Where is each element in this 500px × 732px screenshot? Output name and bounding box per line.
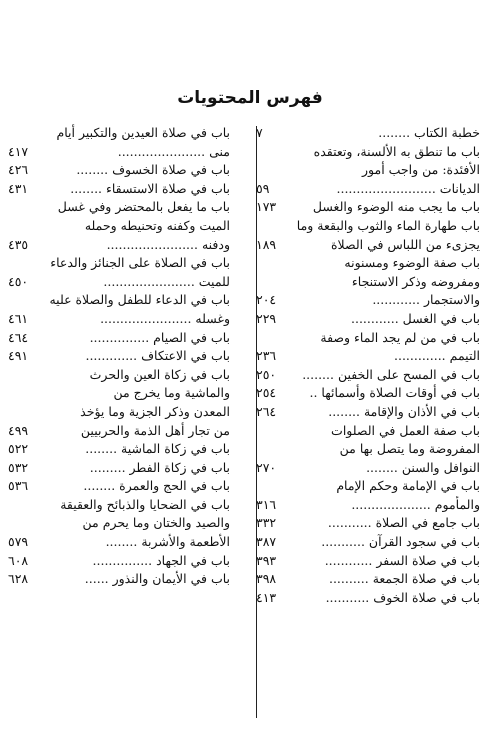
toc-entry-text: باب في المسح على الخفين ........ xyxy=(302,366,480,382)
toc-left-column xyxy=(8,124,230,589)
toc-entry-text: باب في أوقات الصلاة وأسمائها .. xyxy=(309,385,480,401)
toc-entry xyxy=(256,310,480,329)
toc-entry-line xyxy=(256,347,480,366)
toc-entry-text: النوافل والسنن ........ xyxy=(366,459,480,475)
toc-entry-text: باب في سجود القرآن ........... xyxy=(321,534,480,550)
toc-page-number: ٤٣١ xyxy=(8,180,29,196)
toc-page-number: ٣٩٨ xyxy=(256,571,277,587)
toc-entry xyxy=(256,124,480,143)
toc-page-number: ٤٩١ xyxy=(8,348,29,364)
toc-entry xyxy=(256,217,480,254)
toc-entry-text: والماشية وما يخرج من xyxy=(113,385,230,401)
toc-entry-line xyxy=(256,366,480,385)
toc-entry-text: باب جامع في الصلاة ........... xyxy=(327,515,480,531)
toc-entry xyxy=(8,198,230,254)
toc-entry-text: باب في الإمامة وحكم الإمام xyxy=(336,478,480,494)
toc-entry xyxy=(256,533,480,552)
toc-entry-text: للميت ....................... xyxy=(103,273,230,289)
toc-entry-text: باب في الحج والعمرة ........ xyxy=(83,478,230,494)
toc-entry xyxy=(8,366,230,440)
toc-entry-line xyxy=(8,440,230,459)
toc-entry-line xyxy=(8,496,230,515)
toc-entry xyxy=(256,570,480,589)
toc-entry-line xyxy=(8,291,230,310)
toc-page-number: ٤٥٠ xyxy=(8,273,29,289)
toc-entry-line xyxy=(256,384,480,403)
toc-entry-line xyxy=(8,347,230,366)
toc-entry-text: باب في الأيمان والنذور ...... xyxy=(84,571,230,587)
toc-entry-text: الأطعمة والأشربة ........ xyxy=(105,534,230,550)
toc-entry-text: الديانات ......................... xyxy=(336,180,480,196)
toc-entry-line xyxy=(256,533,480,552)
toc-entry-text: باب في صلاة الجمعة .......... xyxy=(328,571,480,587)
toc-page-number: ٤٦٤ xyxy=(8,329,29,345)
toc-entry-text: باب في الاعتكاف ............. xyxy=(85,348,230,364)
toc-entry-line xyxy=(256,477,480,496)
toc-entry xyxy=(8,329,230,348)
toc-entry-text: باب في صلاة الخوف ........... xyxy=(325,589,480,605)
toc-page-number: ٢٥٠ xyxy=(256,366,277,382)
toc-right-column xyxy=(256,124,480,607)
toc-entry-text: منى ...................... xyxy=(117,143,230,159)
toc-entry-text: باب طهارة الماء والثوب والبقعة وما xyxy=(296,217,480,233)
toc-entry-line xyxy=(8,403,230,422)
toc-entry-line xyxy=(256,236,480,255)
toc-entry-text: ومفروضه وذكر الاستنجاء xyxy=(351,273,480,289)
toc-entry xyxy=(256,143,480,199)
toc-entry-text: باب في من لم يجد الماء وصفة xyxy=(320,329,480,345)
toc-entry-text: والمأموم .................... xyxy=(351,496,480,512)
toc-entry-line xyxy=(8,143,230,162)
toc-entry-line xyxy=(256,514,480,533)
toc-entry-line xyxy=(8,161,230,180)
toc-entry-line xyxy=(256,496,480,515)
toc-entry xyxy=(8,161,230,180)
toc-entry-line xyxy=(256,124,480,143)
toc-entry-line xyxy=(256,161,480,180)
toc-entry-line xyxy=(256,198,480,217)
toc-page-number: ٢٥٤ xyxy=(256,385,277,401)
toc-entry-text: باب في صلاة العيدين والتكبير أيام xyxy=(56,125,230,140)
page-title: فهرس المحتويات xyxy=(177,88,323,108)
toc-page-number: ٥٩ xyxy=(256,180,270,196)
toc-entry-line xyxy=(8,533,230,552)
toc-entry-line xyxy=(256,589,480,608)
toc-entry-line xyxy=(256,440,480,459)
toc-entry-text: يجزىء من اللباس في الصلاة xyxy=(331,236,480,252)
toc-entry-text: والاستجمار ............ xyxy=(372,292,480,308)
toc-entry-line xyxy=(8,236,230,255)
toc-entry-text: باب في الدعاء للطفل والصلاة عليه xyxy=(49,292,230,308)
toc-entry xyxy=(8,180,230,199)
toc-entry-text: الميت وكفنه وتحنيطه وحمله xyxy=(84,217,230,233)
toc-entry-line xyxy=(256,329,480,348)
toc-entry-line xyxy=(256,217,480,236)
toc-entry-line xyxy=(256,291,480,310)
toc-entry xyxy=(8,291,230,328)
toc-entry xyxy=(8,440,230,459)
toc-entry-text: باب صفة العمل في الصلوات xyxy=(331,422,480,438)
toc-entry xyxy=(256,403,480,422)
toc-entry-text: باب في الغسل ............ xyxy=(351,310,480,326)
toc-page-number: ٥٢٢ xyxy=(8,441,29,457)
toc-page-number: ٣٨٧ xyxy=(256,534,277,550)
toc-entry-line xyxy=(256,254,480,273)
toc-entry-line xyxy=(8,198,230,217)
toc-entry-text: ودفنه ....................... xyxy=(106,236,230,252)
toc-entry-line xyxy=(256,570,480,589)
toc-page-number: ٦٢٨ xyxy=(8,571,29,587)
toc-entry-line xyxy=(8,384,230,403)
toc-page-number: ٥٣٢ xyxy=(8,459,29,475)
toc-entry-line xyxy=(256,552,480,571)
toc-entry-line xyxy=(8,124,230,143)
toc-page-number: ٤٢٦ xyxy=(8,162,29,178)
toc-entry xyxy=(8,496,230,552)
toc-entry-text: باب ما يفعل بالمحتضر وفي غسل xyxy=(57,199,230,215)
toc-entry-text: باب في زكاة الفطر ......... xyxy=(89,459,230,475)
toc-entry-text: المفروضة وما يتصل بها من xyxy=(339,441,480,457)
toc-entry-line xyxy=(8,570,230,589)
toc-entry xyxy=(256,514,480,533)
toc-entry-text: باب في الصيام ............... xyxy=(89,329,230,345)
toc-entry xyxy=(256,589,480,608)
toc-entry-text: باب في زكاة العين والحرث xyxy=(89,366,230,382)
toc-entry-line xyxy=(256,403,480,422)
toc-entry-line xyxy=(256,310,480,329)
toc-entry-line xyxy=(256,180,480,199)
toc-entry-text: باب في صلاة الاستسقاء ........ xyxy=(70,180,230,196)
toc-page-number: ٢٧٠ xyxy=(256,459,277,475)
toc-page-number: ٤١٣ xyxy=(256,589,277,605)
column-divider xyxy=(256,126,257,718)
toc-entry-line xyxy=(8,552,230,571)
toc-entry-line xyxy=(8,422,230,441)
toc-page-number: ٤٩٩ xyxy=(8,422,29,438)
toc-entry-text: باب في الضحايا والذبائح والعقيقة xyxy=(60,496,230,512)
toc-entry-line xyxy=(8,459,230,478)
toc-entry-line xyxy=(8,254,230,273)
toc-entry-text: باب صفة الوضوء ومسنونه xyxy=(344,255,480,271)
toc-entry-text: باب في الصلاة على الجنائز والدعاء xyxy=(50,255,230,271)
toc-entry xyxy=(256,198,480,217)
toc-page-number: ١٧٣ xyxy=(256,199,277,215)
toc-entry-line xyxy=(8,477,230,496)
toc-page-number: ٣١٦ xyxy=(256,496,277,512)
toc-entry-text: التيمم ............. xyxy=(394,348,480,364)
toc-entry xyxy=(256,254,480,310)
toc-entry xyxy=(8,347,230,366)
toc-entry-line xyxy=(256,422,480,441)
toc-entry-line xyxy=(256,459,480,478)
toc-entry xyxy=(256,384,480,403)
toc-page-number: ١٨٩ xyxy=(256,236,277,252)
toc-page-number: ٢٢٩ xyxy=(256,310,277,326)
toc-entry-line xyxy=(256,143,480,162)
toc-entry xyxy=(8,124,230,161)
toc-page-number: ٢٦٤ xyxy=(256,403,277,419)
toc-entry-line xyxy=(8,514,230,533)
toc-entry xyxy=(256,477,480,514)
toc-entry xyxy=(256,552,480,571)
toc-entry-text: باب في زكاة الماشية ........ xyxy=(85,441,230,457)
toc-page-number: ٤١٧ xyxy=(8,143,29,159)
toc-page-number: ٤٣٥ xyxy=(8,236,29,252)
toc-entry-line xyxy=(8,217,230,236)
toc-entry xyxy=(8,552,230,571)
toc-entry-text: باب ما يجب منه الوضوء والغسل xyxy=(312,199,480,215)
toc-entry-text: باب في الأذان والإقامة ........ xyxy=(328,403,480,419)
toc-entry xyxy=(256,422,480,478)
toc-entry-text: باب في الجهاد ............... xyxy=(92,552,230,568)
toc-page-number: ٢٠٤ xyxy=(256,292,277,308)
toc-page-number: ٣٣٢ xyxy=(256,515,277,531)
toc-page-number: ٦٠٨ xyxy=(8,552,29,568)
toc-page-number: ٢٣٦ xyxy=(256,348,277,364)
toc-page-number: ٣٩٣ xyxy=(256,552,277,568)
toc-entry-line xyxy=(8,180,230,199)
toc-entry-text: من تجار أهل الذمة والحربيين xyxy=(80,422,230,438)
toc-entry-text: المعدن وذكر الجزية وما يؤخذ xyxy=(80,403,230,419)
toc-page-number: ٧ xyxy=(256,125,263,140)
toc-entry xyxy=(256,329,480,366)
toc-entry xyxy=(8,459,230,478)
toc-entry-text: باب ما تنطق به الألسنة، وتعتقده xyxy=(313,143,480,159)
toc-page-number: ٤٦١ xyxy=(8,310,29,326)
toc-page-number: ٥٣٦ xyxy=(8,478,29,494)
toc-entry-line xyxy=(256,273,480,292)
toc-page-number: ٥٧٩ xyxy=(8,534,29,550)
toc-entry xyxy=(256,366,480,385)
toc-entry xyxy=(8,477,230,496)
toc-entry xyxy=(8,570,230,589)
toc-entry-line xyxy=(8,366,230,385)
toc-entry-line xyxy=(8,310,230,329)
toc-entry-text: وغسله ....................... xyxy=(100,310,230,326)
toc-entry-line xyxy=(8,329,230,348)
toc-entry-text: باب في صلاة السفر ............ xyxy=(324,552,480,568)
toc-entry-line xyxy=(8,273,230,292)
toc-entry-text: باب في صلاة الخسوف ........ xyxy=(76,162,230,178)
toc-entry-text: خطبة الكتاب ........ xyxy=(378,125,480,140)
toc-entry xyxy=(8,254,230,291)
toc-entry-text: الأفئدة: من واجب أمور xyxy=(362,162,480,178)
toc-entry-text: والصيد والختان وما يحرم من xyxy=(82,515,230,531)
